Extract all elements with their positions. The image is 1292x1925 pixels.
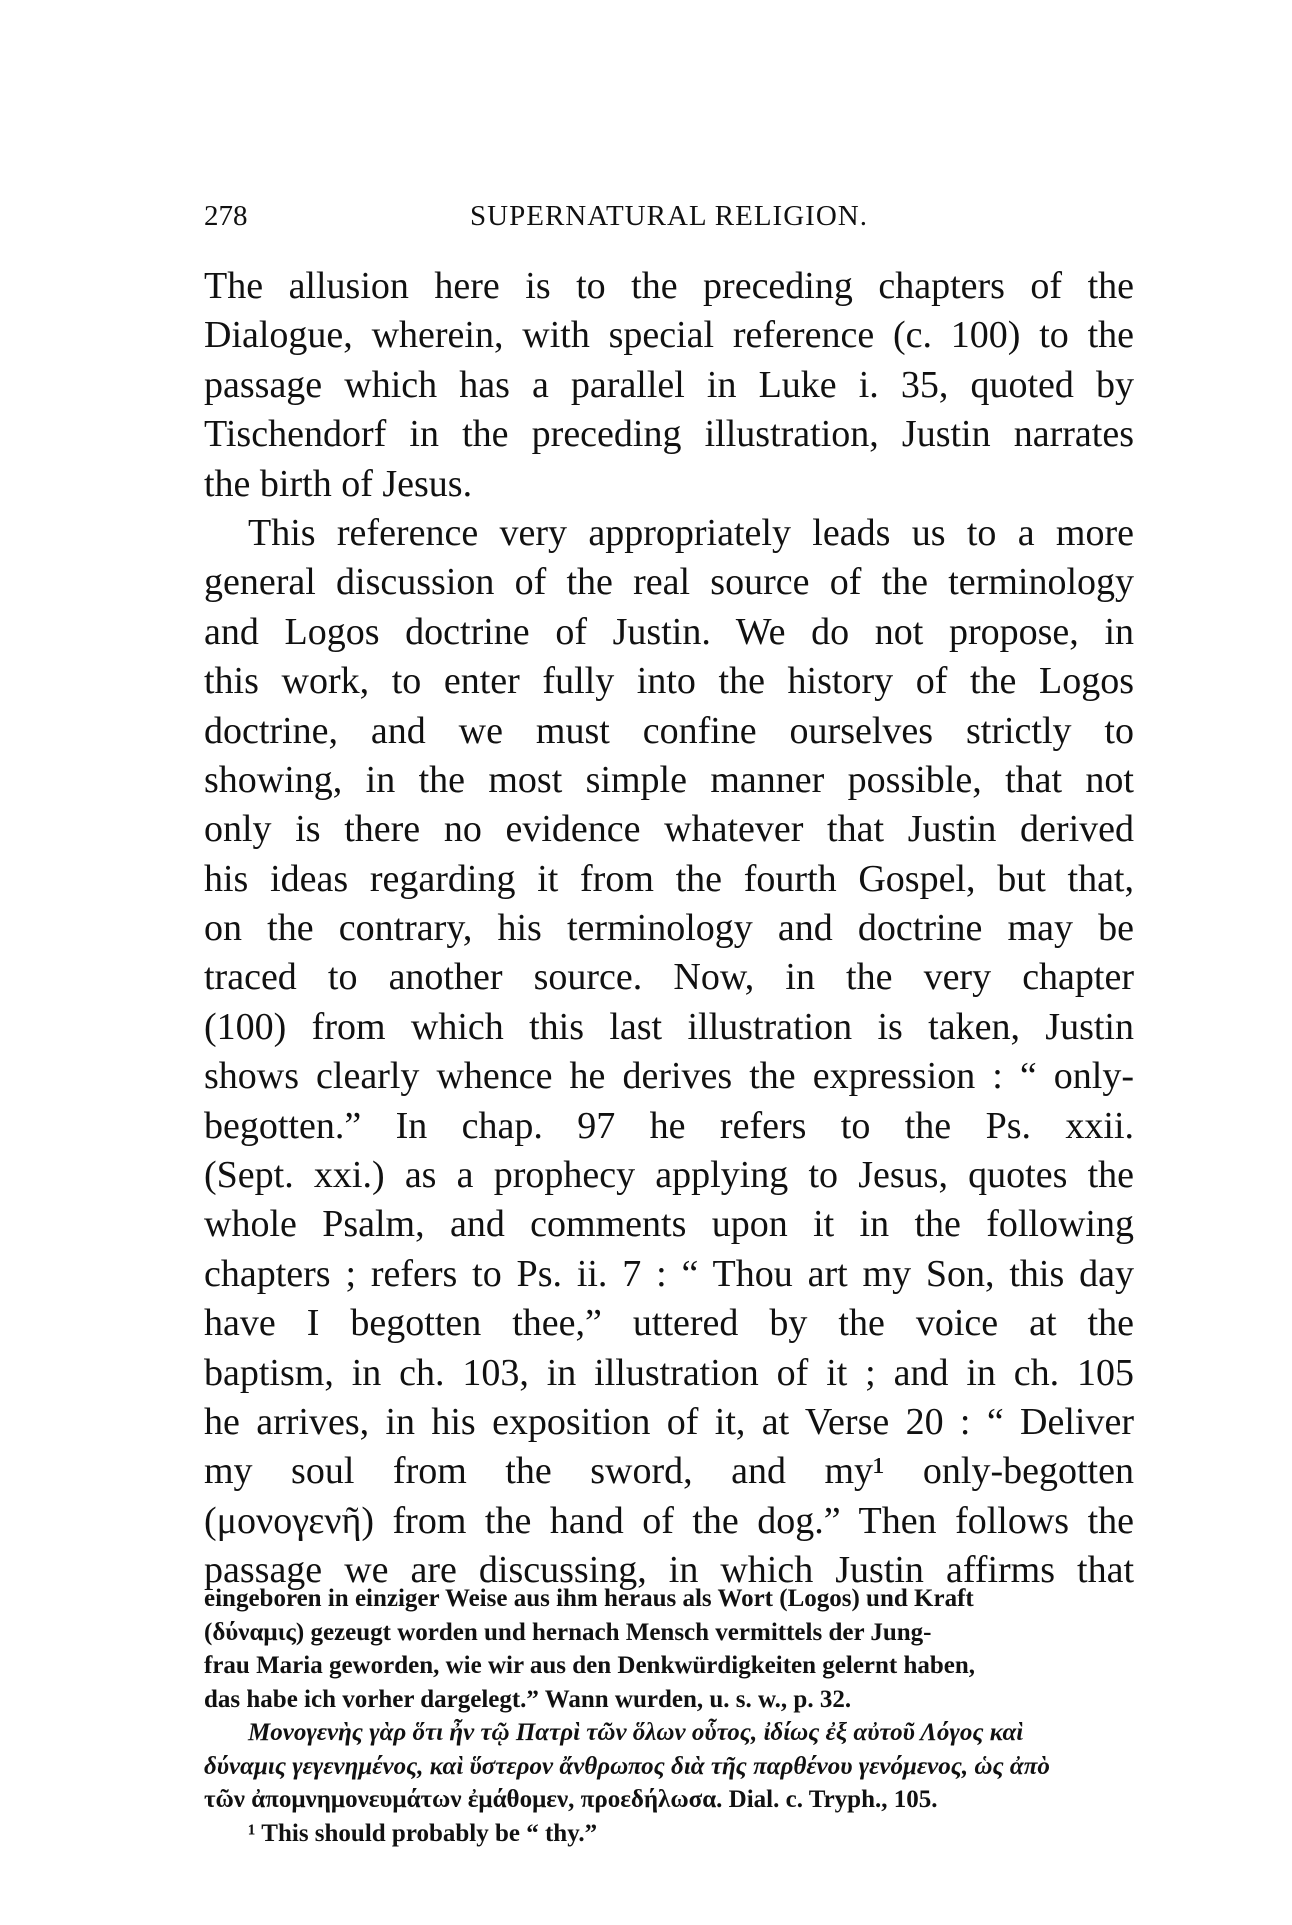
text-line: showing, in the most simple manner possible, that not — [204, 758, 1134, 801]
text-line: my soul from the sword, and my¹ only-begotten — [204, 1450, 1134, 1493]
text-line: baptism, in ch. 103, in illustration of it ; and in ch. 105 — [204, 1351, 1134, 1394]
text-line: on the contrary, his terminology and doctrine may be — [204, 907, 1134, 950]
running-head — [204, 196, 1134, 236]
footnote-greek-line: Μονογενὴς γὰρ ὅτι ἦν τῷ Πατρὶ τῶν ὅλων οὗτος, ἰδίως ἐξ αὐτοῦ Λόγος καὶ — [248, 1719, 1024, 1746]
text-line: and Logos doctrine of Justin. We do not propose, in — [204, 610, 1134, 653]
text-line: Dialogue, wherein, with special reference (c. 100) to the — [204, 314, 1134, 357]
text-line: doctrine, and we must confine ourselves strictly to — [204, 709, 1134, 752]
text-line: (μονογενῆ) from the hand of the dog.” Then follows the — [204, 1499, 1134, 1542]
main-text — [204, 262, 1134, 1596]
footnote-note: ¹ This should probably be “ thy.” — [248, 1819, 598, 1847]
footnote-greek-line: δύναμις γεγενημένος, καὶ ὕστερον ἄνθρωπος διὰ τῆς παρθένου γενόμενος, ὡς ἀπὸ — [204, 1752, 1050, 1780]
text-line: general discussion of the real source of the terminology — [204, 561, 1134, 604]
footnotes — [204, 1582, 1134, 1850]
text-line: only is there no evidence whatever that Justin derived — [204, 808, 1134, 851]
footnote-line: das habe ich vorher dargelegt.” Wann wurden, u. s. w., p. 32. — [204, 1685, 852, 1713]
footnote-greek-line: τῶν ἀπομνημονευμάτων ἐμάθομεν, προεδήλωσα. Dial. c. Tryph., 105. — [204, 1786, 938, 1813]
text-line: whole Psalm, and comments upon it in the following — [204, 1203, 1134, 1246]
text-line: passage which has a parallel in Luke i. 35, quoted by — [204, 363, 1134, 406]
footnote-line: (δύναμις) gezeugt worden und hernach Mensch vermittels der Jung- — [204, 1618, 932, 1646]
text-line: shows clearly whence he derives the expression : “ only- — [204, 1055, 1134, 1098]
text-line: the birth of Jesus. — [204, 462, 473, 505]
text-line: (100) from which this last illustration is taken, Justin — [204, 1005, 1134, 1048]
text-line: This reference very appropriately leads us to a more — [248, 511, 1134, 554]
text-line: his ideas regarding it from the fourth Gospel, but that, — [204, 857, 1134, 900]
text-line: chapters ; refers to Ps. ii. 7 : “ Thou art my Son, this day — [204, 1252, 1134, 1295]
text-line: have I begotten thee,” uttered by the voice at the — [204, 1302, 1134, 1345]
text-line: he arrives, in his exposition of it, at Verse 20 : “ Deliver — [204, 1400, 1134, 1443]
page-number: 278 — [204, 200, 248, 232]
text-line: (Sept. xxi.) as a prophecy applying to Jesus, quotes the — [204, 1154, 1134, 1197]
text-line: The allusion here is to the preceding chapters of the — [204, 265, 1134, 307]
text-line: traced to another source. Now, in the very chapter — [204, 956, 1134, 999]
text-line: begotten.” In chap. 97 he refers to the Ps. xxii. — [204, 1104, 1134, 1147]
running-title: SUPERNATURAL RELIGION. — [470, 200, 868, 232]
footnote-line: eingeboren in einziger Weise aus ihm heraus als Wort (Logos) und Kraft — [204, 1585, 974, 1612]
text-line: Tischendorf in the preceding illustration, Justin narrates — [204, 413, 1134, 456]
footnote-line: frau Maria geworden, wie wir aus den Denkwürdigkeiten gelernt haben, — [204, 1652, 976, 1679]
text-line: this work, to enter fully into the history of the Logos — [204, 660, 1134, 703]
text-line: passage we are discussing, in which Justin affirms that — [204, 1549, 1134, 1592]
